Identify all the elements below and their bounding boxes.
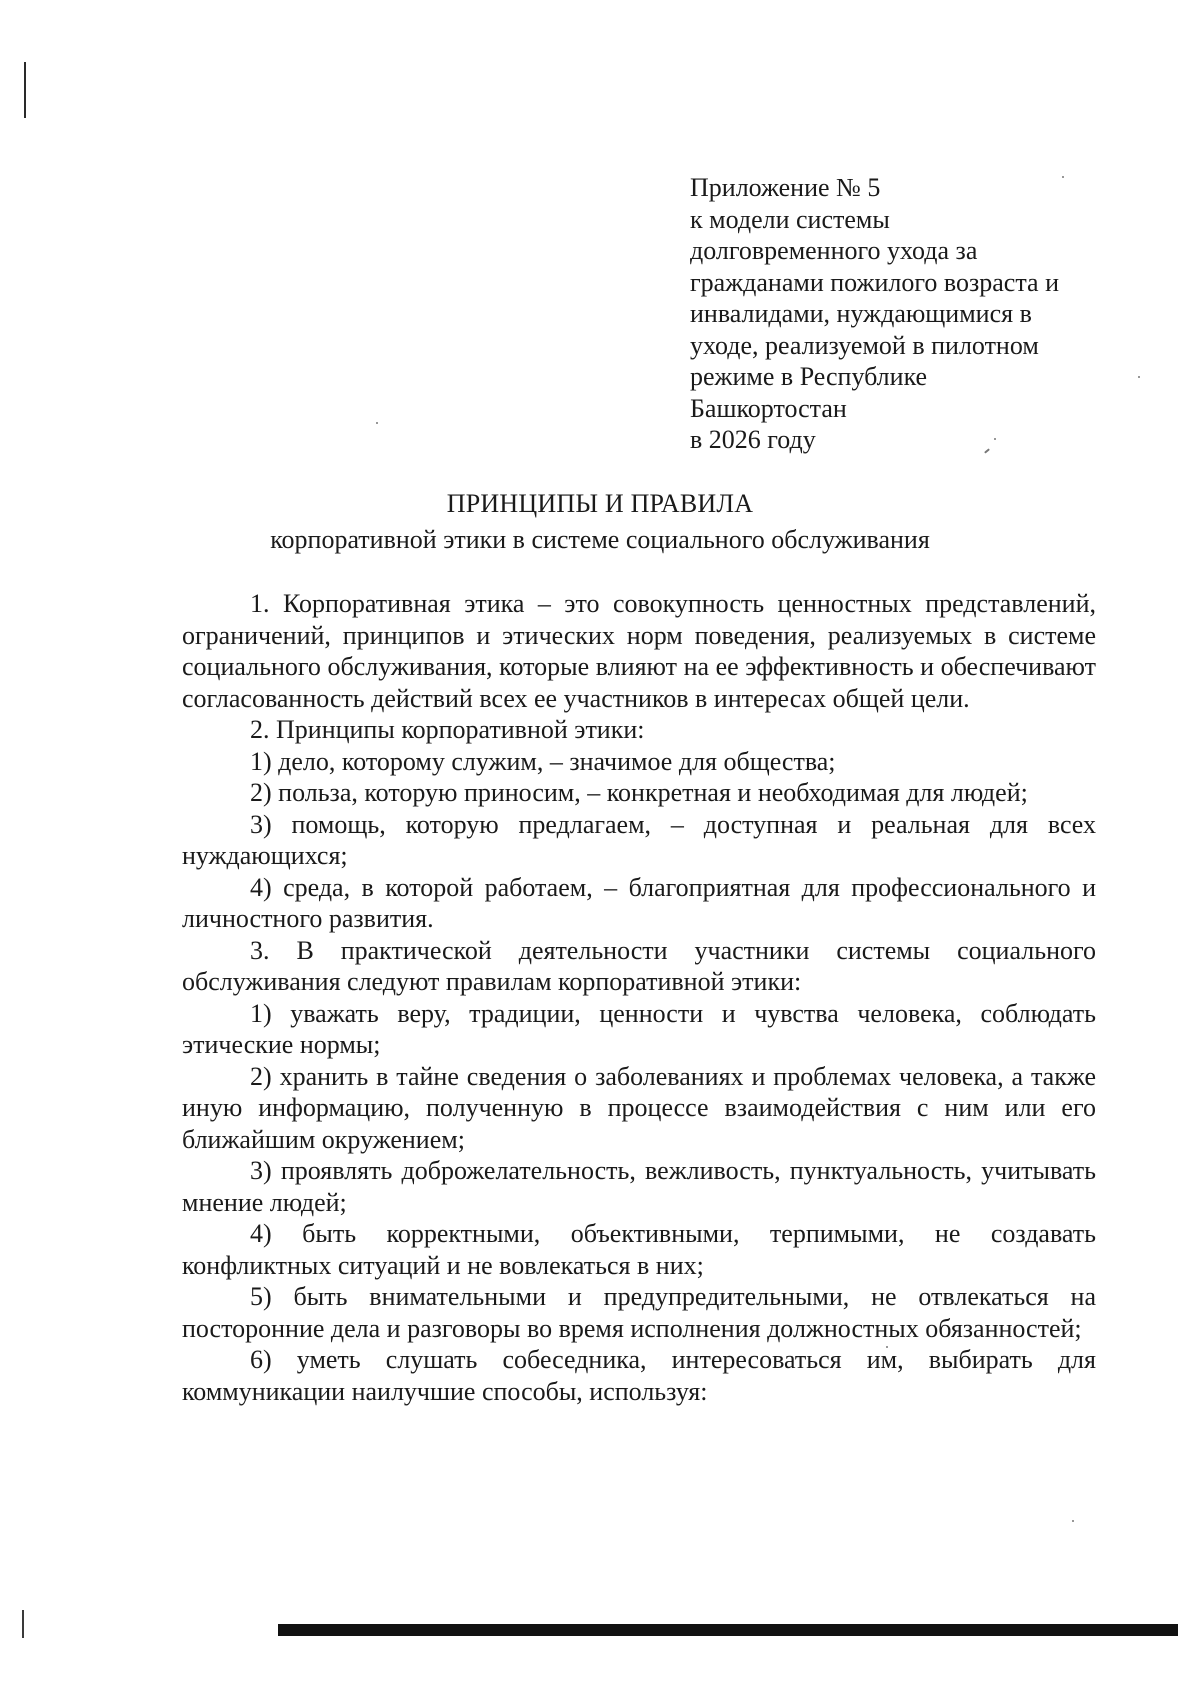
scan-speck [376,422,378,424]
principle-item-1: 1) дело, которому служим, – значимое для общества; [250,746,836,776]
principle-item-3: 3) помощь, которую предлагаем, – доступная и реальная для всех нуждающихся; [182,809,1096,870]
appendix-line: в 2026 году [690,425,816,454]
document-body [182,588,1096,1407]
document-subtitle: корпоративной этики в системе социального обслуживания [270,525,930,554]
document-title: ПРИНЦИПЫ И ПРАВИЛА [446,489,754,518]
principle-item-4: 4) среда, в которой работаем, – благоприятная для профессионального и личностного развития. [182,872,1096,933]
paragraph-2: 2. Принципы корпоративной этики: [250,715,645,744]
rule-item-2: 2) хранить в тайне сведения о заболеваниях и проблемах человека, а также иную информацию, полученную в процессе взаимодействия с ним или его ближайшим окружением; [182,1061,1096,1154]
appendix-line: к модели системы [690,204,890,234]
scan-speck [1072,1520,1074,1522]
appendix-line: Приложение № 5 [690,173,881,202]
rule-item-5: 5) быть внимательными и предупредительными, не отвлекаться на посторонние дела и разговоры во время исполнения должностных обязанностей; [182,1282,1096,1343]
appendix-line: Башкортостан [690,393,847,423]
scan-edge-mark-bottom [22,1610,24,1638]
appendix-line: долговременного ухода за [690,236,978,265]
rule-item-4: 4) быть корректными, объективными, терпимыми, не создавать конфликтных ситуаций и не вовлекаться в них; [182,1219,1096,1280]
rule-item-1: 1) уважать веру, традиции, ценности и чувства человека, соблюдать этические нормы; [182,998,1096,1059]
paragraph-3: 3. В практической деятельности участники системы социального обслуживания следуют правилам корпоративной этики: [182,935,1096,996]
principle-item-2: 2) польза, которую приносим, – конкретная и необходимая для людей; [250,778,1028,807]
scan-edge-mark [24,62,26,118]
appendix-block [690,172,1160,456]
appendix-line: инвалидами, нуждающимися в [690,299,1032,328]
rule-item-3: 3) проявлять доброжелательность, вежливость, пунктуальность, учитывать мнение людей; [182,1156,1096,1217]
rule-item-6: 6) уметь слушать собеседника, интересоваться им, выбирать для коммуникации наилучшие способы, используя: [182,1345,1096,1406]
appendix-line: гражданами пожилого возраста и [690,267,1059,297]
paragraph-1: 1. Корпоративная этика – это совокупность ценностных представлений, ограничений, принципов и этических норм поведения, реализуемых в системе социального обслуживания, которые влияют на ее эффективность и обеспечивают согласованность действий всех ее участников в интересах общей цели. [182,589,1096,713]
appendix-line: режиме в Республике [690,362,928,391]
scan-bottom-bar [278,1624,1178,1636]
appendix-line: уходе, реализуемой в пилотном [690,330,1039,360]
